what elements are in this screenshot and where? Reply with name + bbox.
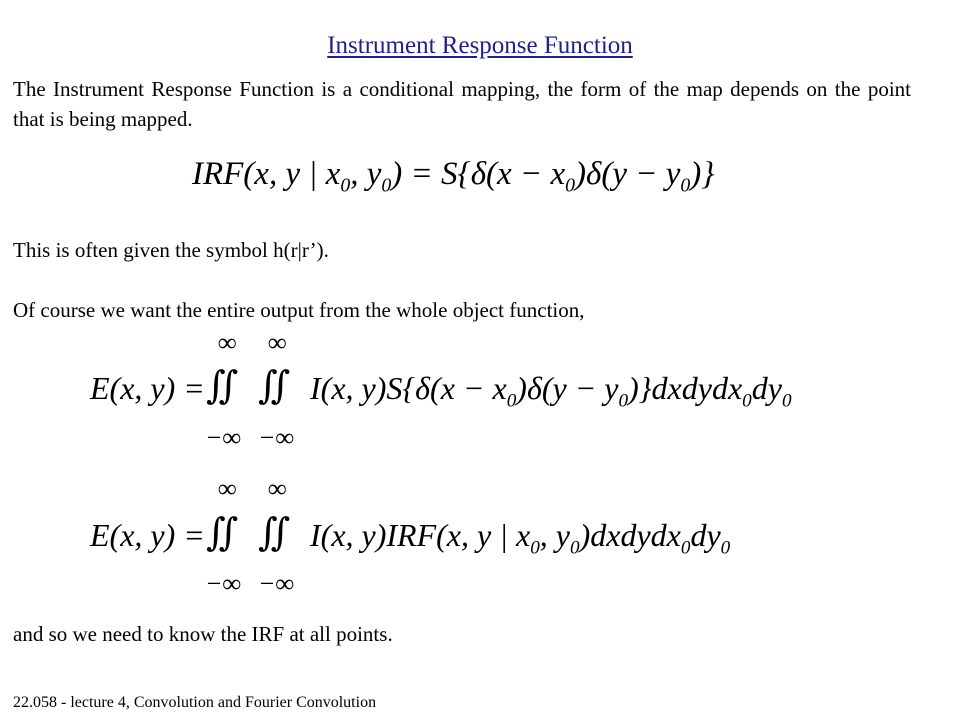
irf-equation: IRF(x, y | $x_0$, $y_0) = S\{\delta(x - x_0)\delta(y - y_0)\}$ xyxy=(192,156,715,197)
footer-text: 22.058 - lecture 4, Convolution and Fourier Convolution xyxy=(13,694,377,711)
slide-title: Instrument Response Function xyxy=(327,32,633,59)
intro-paragraph: The Instrument Response Function is a conditional mapping, the form of the map depends on the point that is being mapped. xyxy=(13,77,911,131)
output-line: Of course we want the entire output from the whole object function, xyxy=(13,298,585,322)
symbol-line: This is often given the symbol h(r|r’). xyxy=(13,238,329,262)
conclusion-line: and so we need to know the IRF at all points. xyxy=(13,622,393,646)
